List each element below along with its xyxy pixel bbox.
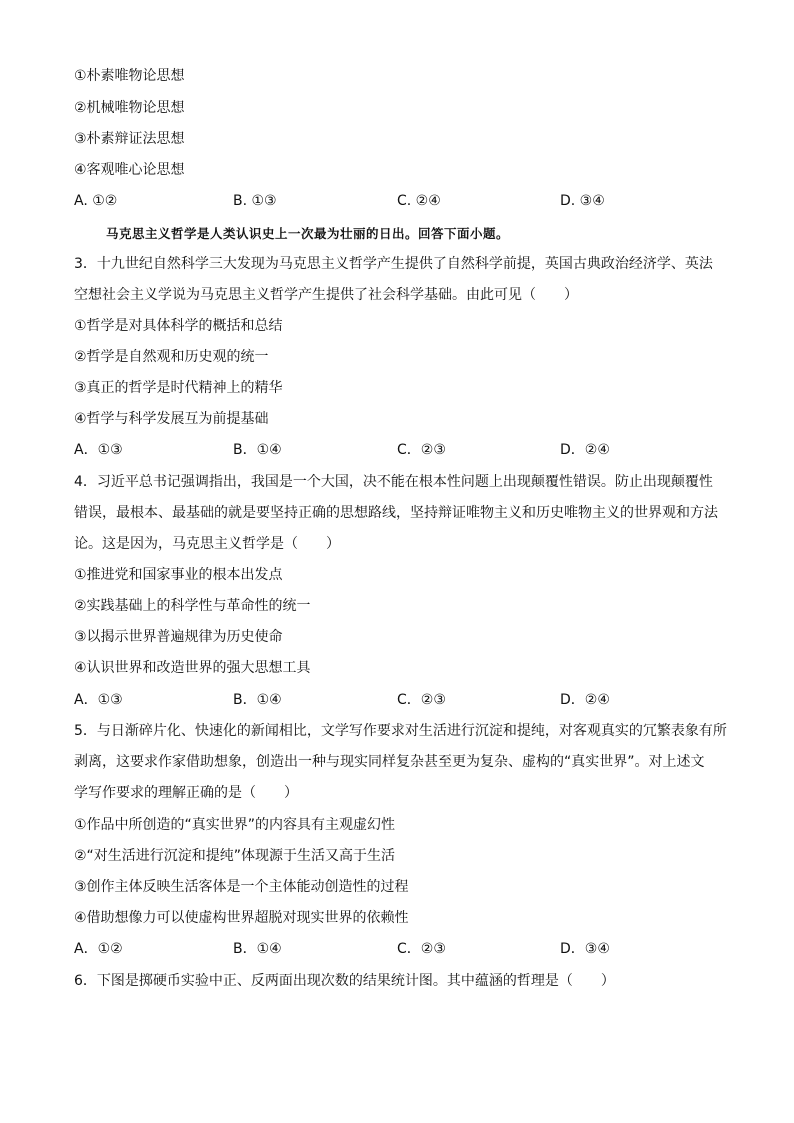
question-stem-line: 6．下图是掷硬币实验中正、反两面出现次数的结果统计图。其中蕴涵的哲理是（ ） bbox=[74, 973, 615, 989]
option-item: ④哲学与科学发展互为前提基础 bbox=[74, 411, 269, 427]
question-stem-line: 4．习近平总书记强调指出，我国是一个大国，决不能在根本性问题上出现颠覆性错误。防止出现颠覆性 bbox=[74, 474, 713, 490]
answer-choice-b[interactable]: B．①④ bbox=[233, 692, 282, 708]
answer-choice-b[interactable]: B. ①③ bbox=[233, 193, 277, 209]
answer-row bbox=[74, 690, 734, 710]
option-item: ③朴素辩证法思想 bbox=[74, 131, 185, 147]
question-stem-line: 错误，最根本、最基础的就是要坚持正确的思想路线，坚持辩证唯物主义和历史唯物主义的世界观和方法 bbox=[74, 505, 718, 521]
option-item: ③创作主体反映生活客体是一个主体能动创造性的过程 bbox=[74, 879, 409, 895]
answer-row bbox=[74, 939, 734, 959]
answer-choice-c[interactable]: C. ②④ bbox=[397, 193, 441, 209]
option-item: ②哲学是自然观和历史观的统一 bbox=[74, 349, 269, 365]
option-item: ①作品中所创造的“真实世界”的内容具有主观虚幻性 bbox=[74, 817, 396, 833]
answer-choice-a[interactable]: A．①③ bbox=[74, 692, 123, 708]
answer-choice-d[interactable]: D. ③④ bbox=[560, 193, 605, 209]
option-item: ①朴素唯物论思想 bbox=[74, 68, 185, 84]
question-stem-line: 5．与日渐碎片化、快速化的新闻相比，文学写作要求对生活进行沉淀和提纯，对客观真实的冗繁表象有所 bbox=[74, 723, 727, 739]
answer-choice-a[interactable]: A．①② bbox=[74, 941, 123, 957]
option-item: ②“对生活进行沉淀和提纯”体现源于生活又高于生活 bbox=[74, 848, 396, 864]
answer-choice-d[interactable]: D．②④ bbox=[560, 692, 610, 708]
answer-choice-d[interactable]: D．③④ bbox=[560, 941, 610, 957]
answer-row bbox=[74, 191, 734, 211]
question-stem-line: 论。这是因为，马克思主义哲学是（ ） bbox=[74, 536, 340, 552]
question-stem-line: 3．十九世纪自然科学三大发现为马克思主义哲学产生提供了自然科学前提，英国古典政治经济学、英法 bbox=[74, 256, 713, 272]
option-item: ②机械唯物论思想 bbox=[74, 100, 185, 116]
option-item: ③真正的哲学是时代精神上的精华 bbox=[74, 380, 283, 396]
answer-choice-c[interactable]: C．②③ bbox=[397, 442, 446, 458]
answer-choice-c[interactable]: C．②③ bbox=[397, 941, 446, 957]
option-item: ③以揭示世界普遍规律为历史使命 bbox=[74, 629, 283, 645]
answer-choice-b[interactable]: B．①④ bbox=[233, 442, 282, 458]
option-item: ①推进党和国家事业的根本出发点 bbox=[74, 567, 283, 583]
option-item: ①哲学是对具体科学的概括和总结 bbox=[74, 318, 283, 334]
answer-choice-a[interactable]: A. ①② bbox=[74, 193, 118, 209]
answer-row bbox=[74, 440, 734, 460]
section-note: 马克思主义哲学是人类认识史上一次最为壮丽的日出。回答下面小题。 bbox=[106, 226, 510, 241]
answer-choice-b[interactable]: B．①④ bbox=[233, 941, 282, 957]
question-stem-line: 学写作要求的理解正确的是（ ） bbox=[74, 785, 298, 801]
answer-choice-a[interactable]: A．①③ bbox=[74, 442, 123, 458]
question-stem-line: 空想社会主义学说为马克思主义哲学产生提供了社会科学基础。由此可见（ ） bbox=[74, 287, 578, 303]
question-stem-line: 剥离，这要求作家借助想象，创造出一种与现实同样复杂甚至更为复杂、虚构的“真实世界”。对上述文 bbox=[74, 754, 705, 770]
option-item: ④认识世界和改造世界的强大思想工具 bbox=[74, 660, 311, 676]
option-item: ④借助想像力可以使虚构世界超脱对现实世界的依赖性 bbox=[74, 910, 409, 926]
answer-choice-c[interactable]: C．②③ bbox=[397, 692, 446, 708]
answer-choice-d[interactable]: D．②④ bbox=[560, 442, 610, 458]
option-item: ④客观唯心论思想 bbox=[74, 162, 185, 178]
option-item: ②实践基础上的科学性与革命性的统一 bbox=[74, 598, 311, 614]
